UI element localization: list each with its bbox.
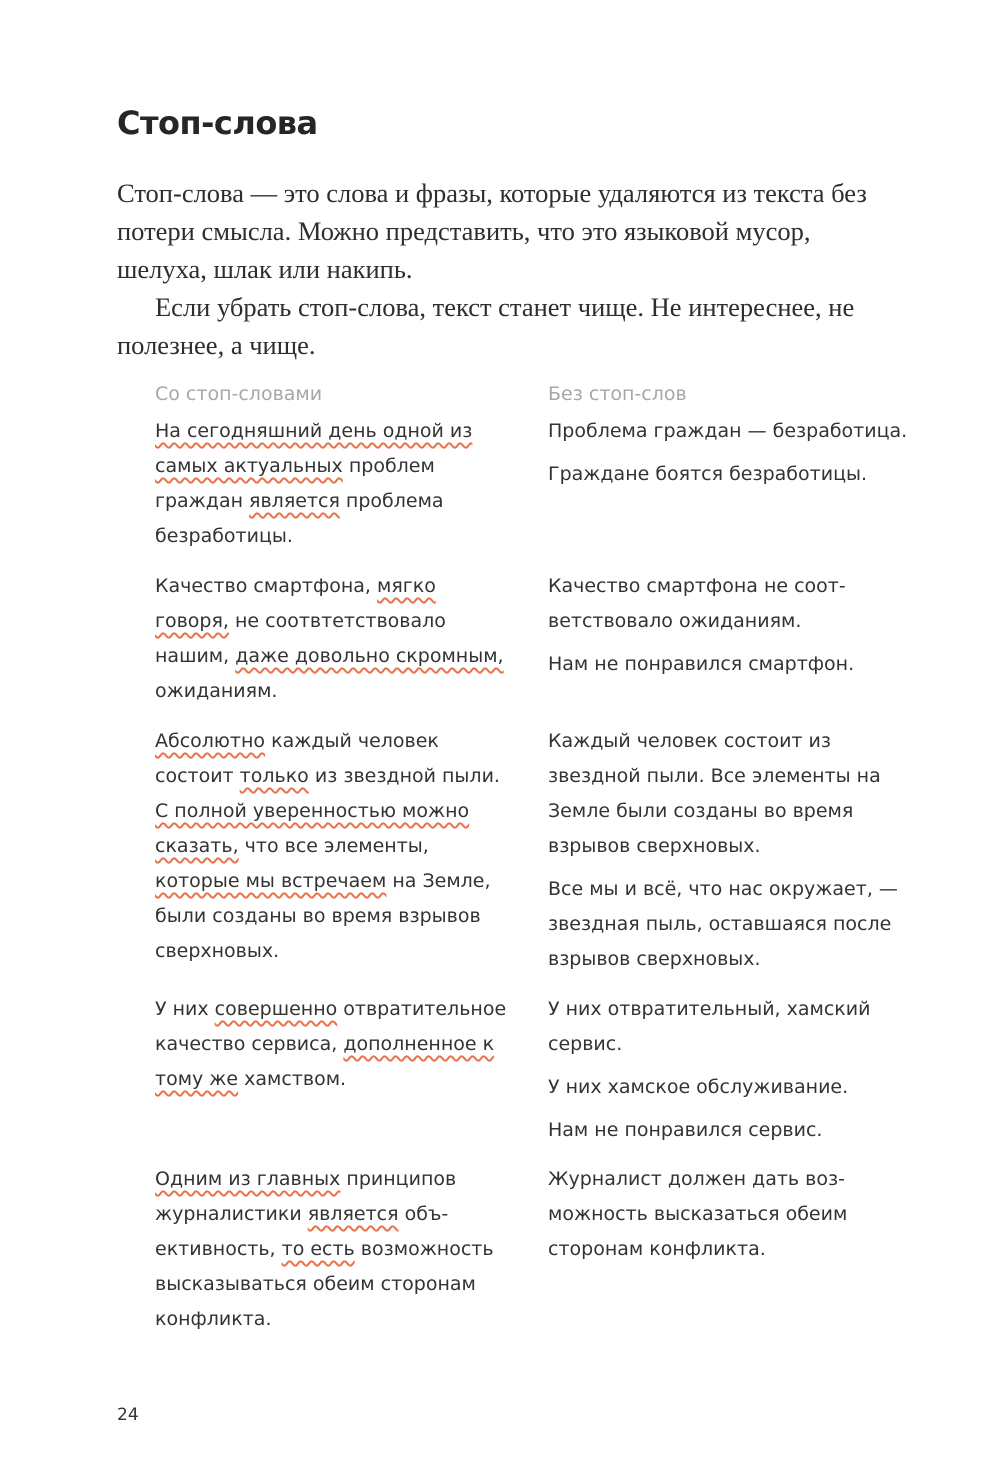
text-segment: принципов журналистики	[155, 1168, 457, 1225]
before-paragraph	[155, 992, 515, 1097]
example-before-2	[155, 569, 515, 709]
after-paragraph: Граждане боятся безработицы.	[548, 463, 868, 485]
example-before-1	[155, 414, 515, 554]
stop-word-phrase: С полной уверенностью можно сказать,	[155, 800, 470, 857]
example-before-5	[155, 1162, 515, 1337]
before-paragraph	[155, 414, 515, 554]
after-paragraph: Нам не понравился смартфон.	[548, 653, 855, 675]
example-after-4	[548, 992, 908, 1148]
text-segment: не соотвтетствовало нашим,	[155, 610, 446, 667]
text-segment: что все элементы,	[238, 835, 429, 857]
text-segment: хамством.	[238, 1068, 347, 1090]
stop-word-phrase: Абсолютно	[155, 730, 266, 752]
stop-word-phrase: даже довольно скромным,	[235, 645, 504, 667]
page-title: Стоп-слова	[117, 104, 318, 142]
before-paragraph	[155, 569, 515, 709]
text-segment: У них	[155, 998, 215, 1020]
after-paragraph: Каждый человек состоит из звездной пыли. Все элементы на Земле были созданы во время взрывов сверхновых.	[548, 730, 881, 857]
right-column-header: Без стоп-слов	[548, 383, 687, 405]
stop-word-phrase: только	[239, 765, 309, 787]
stop-word-phrase: мягко говоря,	[155, 575, 436, 632]
after-paragraph: У них хамское обслуживание.	[548, 1076, 849, 1098]
intro-paragraph-2: Если убрать стоп-слова, текст станет чище. Не интереснее, не полезнее, а чище.	[117, 292, 855, 360]
left-column-header: Со стоп-словами	[155, 383, 323, 405]
example-before-4	[155, 992, 515, 1097]
after-paragraph: У них отвратительный, хамский сервис.	[548, 998, 871, 1055]
intro-text	[117, 174, 907, 364]
after-paragraph: Качество смартфона не соответствовало ожиданиям.	[548, 575, 846, 632]
text-segment: каждый человек состоит	[155, 730, 439, 787]
stop-word-phrase: является	[249, 490, 340, 512]
page-number: 24	[117, 1405, 139, 1425]
text-segment: на Земле, были созданы во время взрывов сверхновых.	[155, 870, 491, 962]
text-segment: возможность высказываться обеим сторонам конфликта.	[155, 1238, 494, 1330]
example-after-3	[548, 724, 908, 977]
example-before-3	[155, 724, 515, 969]
stop-word-phrase: совершенно	[214, 998, 338, 1020]
example-after-5	[548, 1162, 908, 1267]
intro-paragraph-1: Стоп-слова — это слова и фразы, которые удаляются из текста без потери смысла. Можно представить, что это языковой мусор, шелуха, шлак или накипь.	[117, 178, 867, 284]
text-segment: проблем граждан	[155, 455, 435, 512]
text-segment: объективность,	[155, 1203, 449, 1260]
stop-word-phrase: то есть	[281, 1238, 355, 1260]
after-paragraph: Нам не понравился сервис.	[548, 1119, 823, 1141]
stop-word-phrase: которые мы встречаем	[155, 870, 387, 892]
after-paragraph: Все мы и всё, что нас окружает, — звездная пыль, оставшаяся после взрывов сверхновых.	[548, 878, 898, 970]
text-segment: Качество смартфона,	[155, 575, 377, 597]
text-segment: проблема безработицы.	[155, 490, 444, 547]
after-paragraph: Журналист должен дать возможность высказаться обеим сторонам конфликта.	[548, 1168, 848, 1260]
example-after-1	[548, 414, 908, 492]
before-paragraph	[155, 1162, 515, 1337]
stop-word-phrase: Одним из главных	[155, 1168, 341, 1190]
after-paragraph: Проблема граждан — безработица.	[548, 420, 908, 442]
example-after-2	[548, 569, 908, 682]
text-segment: из звездной пыли.	[308, 765, 500, 787]
text-segment: ожиданиям.	[155, 680, 278, 702]
stop-word-phrase: На сегодняшний день одной из самых актуальных	[155, 420, 473, 477]
stop-word-phrase: является	[307, 1203, 399, 1225]
text-segment: отвратительное качество сервиса,	[155, 998, 507, 1055]
before-paragraph	[155, 724, 515, 969]
stop-word-phrase: дополненное к тому же	[155, 1033, 495, 1090]
